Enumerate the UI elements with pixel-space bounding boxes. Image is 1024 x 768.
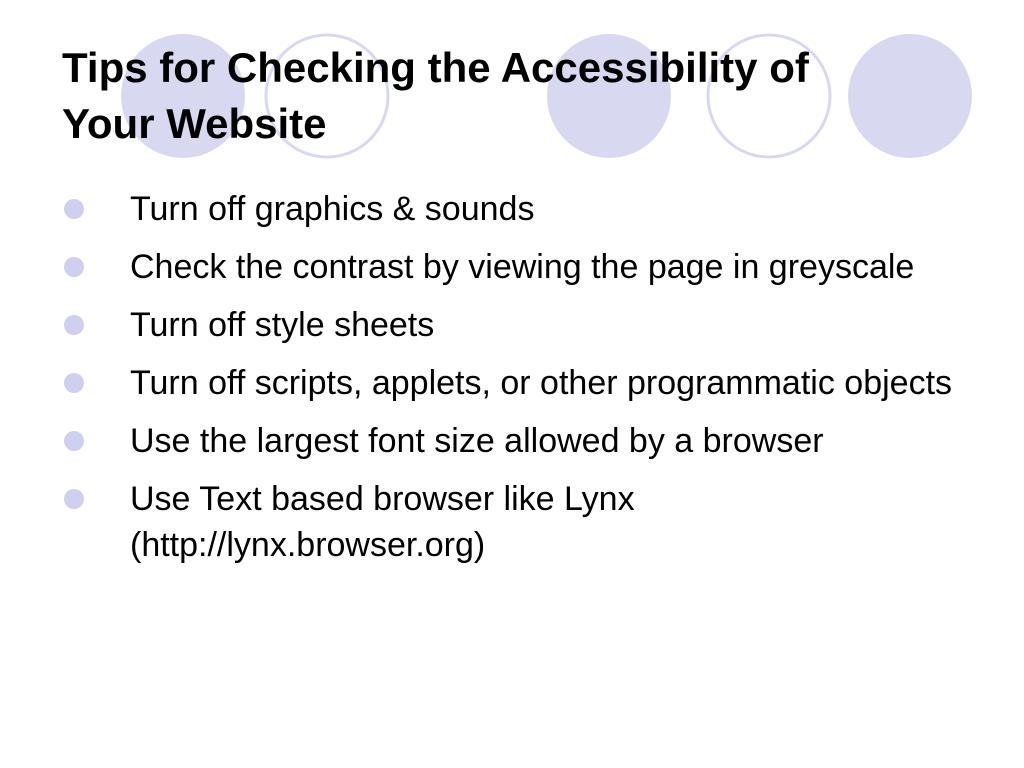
bullet-list — [62, 186, 982, 580]
bullet-text: Turn off style sheets — [130, 306, 435, 344]
bullet-item-text-browser-lynx — [62, 476, 982, 568]
bullet-item-scripts-applets — [62, 360, 982, 406]
slide-title-line-1: Tips for Checking the Accessibility of — [62, 44, 809, 91]
slide-title-line-2: Your Website — [62, 100, 327, 147]
slide-title — [62, 40, 982, 152]
bullet-dot-icon — [64, 489, 84, 509]
bullet-item-style-sheets — [62, 302, 982, 348]
bullet-dot-icon — [64, 315, 84, 335]
bullet-item-contrast-greyscale — [62, 244, 982, 290]
bullet-dot-icon — [64, 431, 84, 451]
bullet-text: Turn off graphics & sounds — [130, 190, 535, 228]
bullet-dot-icon — [64, 257, 84, 277]
bullet-dot-icon — [64, 373, 84, 393]
bullet-dot-icon — [64, 199, 84, 219]
bullet-text: Turn off scripts, applets, or other programmatic objects — [130, 364, 953, 402]
bullet-text: Check the contrast by viewing the page in greyscale — [130, 248, 915, 286]
bullet-text: Use Text based browser like Lynx (http://lynx.browser.org) — [130, 480, 635, 564]
bullet-item-graphics-sounds — [62, 186, 982, 232]
bullet-item-largest-font — [62, 418, 982, 464]
bullet-text: Use the largest font size allowed by a browser — [130, 422, 824, 460]
